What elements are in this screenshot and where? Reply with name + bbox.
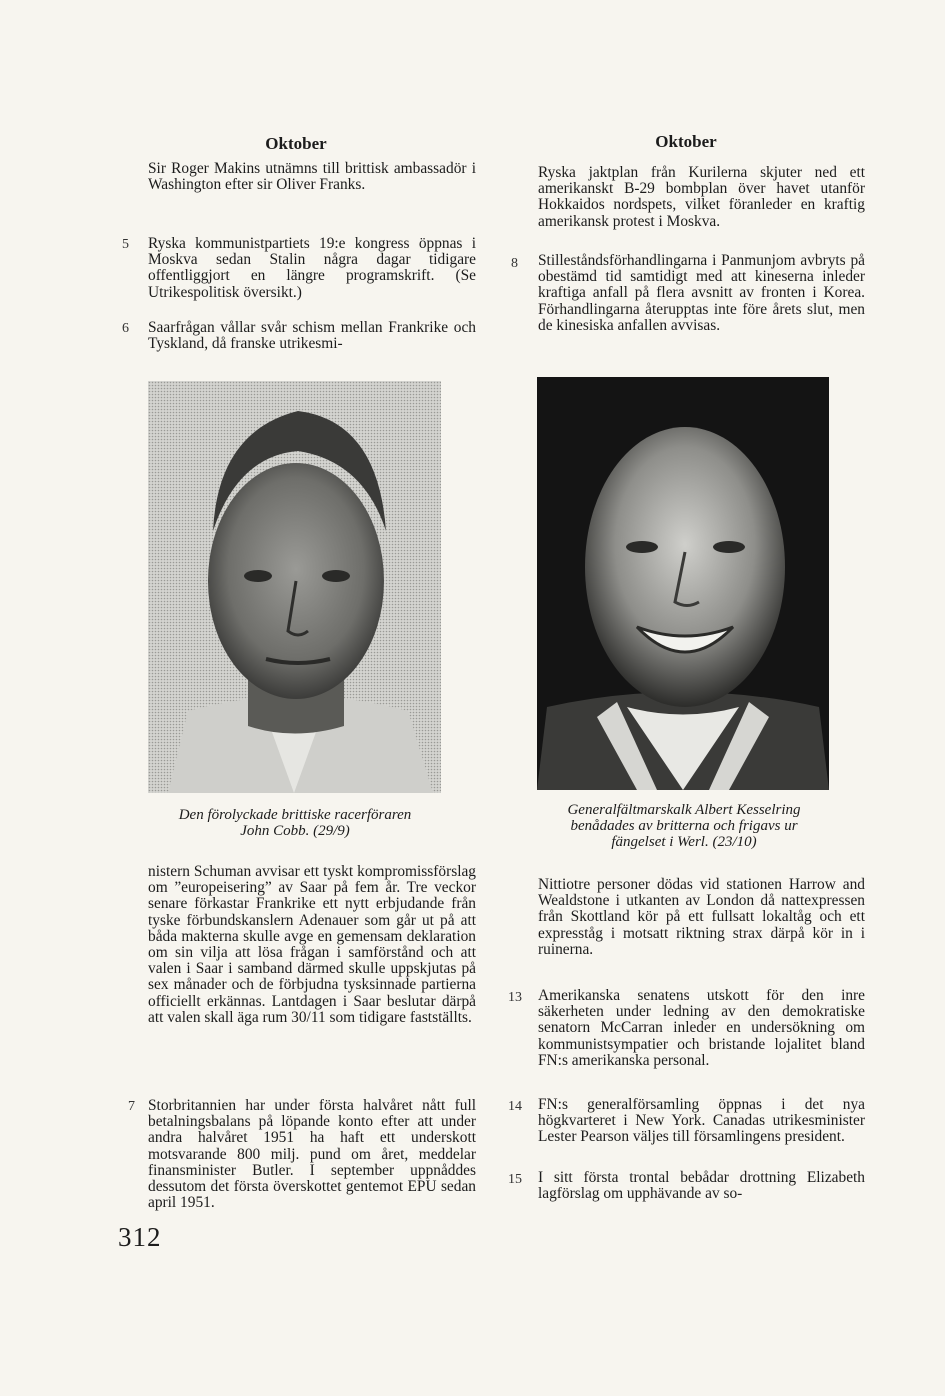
caption-kesselring: [528, 802, 840, 850]
caption-john-cobb-line2: John Cobb. (29/9): [240, 823, 350, 839]
right-column-heading: Oktober: [655, 132, 717, 151]
right-entry-harrow: Nittiotre personer dödas vid stationen Harrow and Wealdstone i utkanten av London då nattexpressen från Skottland kör på ett fullsatt lokaltåg och ett expresståg i motsatt riktning strax därpå kör in i ruinerna.: [538, 876, 865, 958]
caption-kesselring-line1: Generalfältmarskalk Albert Kesselring: [567, 802, 801, 818]
right-entry-b29: Ryska jaktplan från Kurilerna skjuter ned ett amerikanskt B-29 bombplan över havet utanför Hokkaidos nordspets, vilket föranleder en kraftig amerikansk protest i Moskva.: [538, 164, 865, 230]
left-entry-betalningsbalans: Storbritannien har under första halvåret nått full betalningsbalans på löpande konto efter att under andra halvåret 1951 ha haft ett underskott motsvarande 800 milj. pund om året, meddelar finansminister Butler. I september uppnåddes dessutom det första överskottet gentemot EPU sedan april 1951.: [148, 1097, 476, 1212]
right-entry-panmunjom: Stilleståndsförhandlingarna i Panmunjom avbryts på obestämd tid samtidigt med att kineserna inleder kraftiga anfall på flera avsnitt av fronten i Korea. Förhandlingarna återupptas inte före årets slut, men de kinesiska anfallen avvisas.: [538, 252, 865, 334]
caption-kesselring-line3: fängelset i Werl. (23/10): [611, 834, 757, 850]
right-entry-fn: FN:s generalförsamling öppnas i det nya högkvarteret i New York. Canadas utrikesminister Lester Pearson väljes till församlingens president.: [538, 1096, 865, 1146]
right-day-13: 13: [508, 990, 522, 1005]
left-entry-saar-cont: nistern Schuman avvisar ett tyskt kompromissförslag om ”europeisering” av Saar på fem år. Tre veckor senare förkastar Frankrike ett nytt erbjudande från tyske förbundskanslern Adenauer som går ut på att båda makterna skulle avge en gemensam deklaration om sin vilja att lösa frågan i samförstånd och att valen i Saar i samband därmed skulle uppskjutas på sex månader och de förbjudna tysksinnade partierna officiellt erkännas. Lantdagen i Saar beslutar därpå att valen skall äga rum 30/11 som tidigare fastställts.: [148, 863, 476, 1026]
left-entry-makins: Sir Roger Makins utnämns till brittisk ambassadör i Washington efter sir Oliver Franks.: [148, 160, 476, 194]
portrait-photo-albert-kesselring: [537, 377, 829, 790]
caption-john-cobb: [140, 807, 450, 839]
right-day-14: 14: [508, 1099, 522, 1114]
page-number: 312: [118, 1222, 162, 1252]
left-day-7: 7: [128, 1099, 135, 1114]
right-day-15: 15: [508, 1172, 522, 1187]
caption-kesselring-line2: benådades av britterna och frigavs ur: [570, 818, 798, 834]
right-day-8: 8: [511, 256, 518, 271]
left-entry-saar-start: Saarfrågan vållar svår schism mellan Frankrike och Tyskland, då franske utrikesmi-: [148, 319, 476, 353]
left-entry-kongress: Ryska kommunistpartiets 19:e kongress öppnas i Moskva sedan Stalin några dagar tidigare offentliggjort en längre programskrift. (Se Utrikespolitisk översikt.): [148, 235, 476, 301]
right-entry-trontal: I sitt första trontal bebådar drottning Elizabeth lagförslag om upphävande av so-: [538, 1169, 865, 1203]
portrait-photo-john-cobb: [148, 381, 441, 793]
caption-john-cobb-line1: Den förolyckade brittiske racerföraren: [178, 807, 412, 823]
right-entry-mccarran: Amerikanska senatens utskott för den inre säkerheten under ledning av den demokratiske senatorn McCarran inleder en undersökning om kommunistsympatier och bristande lojalitet bland FN:s amerikanska personal.: [538, 987, 865, 1069]
left-day-5: 5: [122, 237, 129, 252]
left-day-6: 6: [122, 321, 129, 336]
left-column-heading: Oktober: [265, 134, 327, 153]
